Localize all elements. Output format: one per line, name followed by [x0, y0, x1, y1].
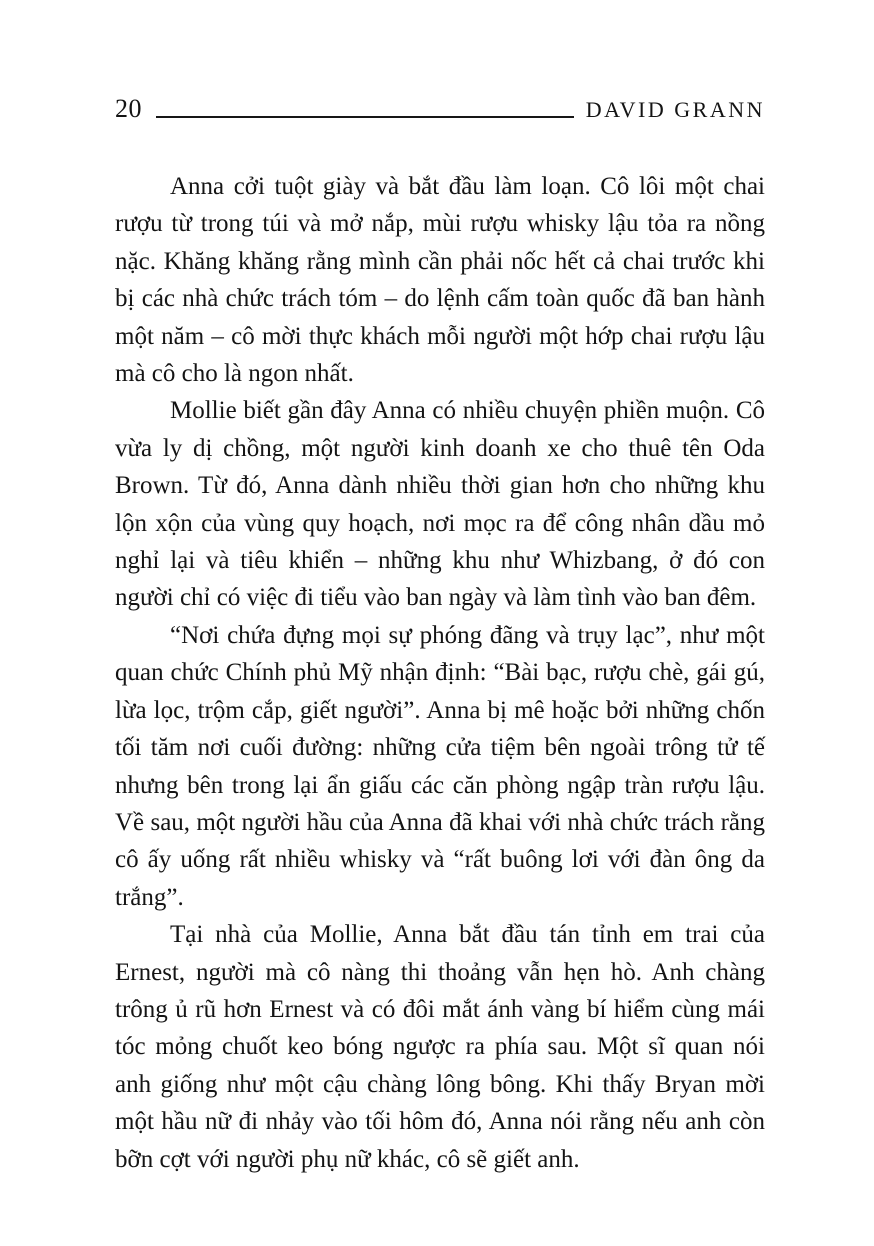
- header-rule: [156, 116, 574, 118]
- paragraph-4: Tại nhà của Mollie, Anna bắt đầu tán tỉnh em trai của Ernest, người mà cô nàng thi thoảng vẫn hẹn hò. Anh chàng trông ủ rũ hơn Ernest và có đôi mắt ánh vàng bí hiểm cùng mái tóc mỏng chuốt keo bóng ngược ra phía sau. Một sĩ quan nói anh giống như một cậu chàng lông bông. Khi thấy Bryan mời một hầu nữ đi nhảy vào tối hôm đó, Anna nói rằng nếu anh còn bỡn cợt với người phụ nữ khác, cô sẽ giết anh.: [115, 921, 765, 1173]
- paragraph-2: Mollie biết gần đây Anna có nhiều chuyện phiền muộn. Cô vừa ly dị chồng, một người kinh doanh xe cho thuê tên Oda Brown. Từ đó, Anna dành nhiều thời gian hơn cho những khu lộn xộn của vùng quy hoạch, nơi mọc ra để công nhân dầu mỏ nghỉ lại và tiêu khiển – những khu như Whizbang, ở đó con người chỉ có việc đi tiểu vào ban ngày và làm tình vào ban đêm.: [115, 397, 765, 612]
- page-header: [0, 0, 874, 122]
- paragraph-1: Anna cởi tuột giày và bắt đầu làm loạn. Cô lôi một chai rượu từ trong túi và mở nắp, mùi rượu whisky lậu tỏa ra nồng nặc. Khăng khăng rằng mình cần phải nốc hết cả chai trước khi bị các nhà chức trách tóm – do lệnh cấm toàn quốc đã ban hành một năm – cô mời thực khách mỗi người một hớp chai rượu lậu mà cô cho là ngon nhất.: [115, 173, 765, 388]
- page-number: 20: [115, 94, 142, 123]
- running-title: DAVID GRANN: [585, 97, 765, 122]
- paragraph-3: “Nơi chứa đựng mọi sự phóng đãng và trụy lạc”, như một quan chức Chính phủ Mỹ nhận định: “Bài bạc, rượu chè, gái gú, lừa lọc, trộm cắp, giết người”. Anna bị mê hoặc bởi những chốn tối tăm nơi cuối đường: những cửa tiệm bên ngoài trông tử tế nhưng bên trong lại ẩn giấu các căn phòng ngập tràn rượu lậu. Về sau, một người hầu của Anna đã khai với nhà chức trách rằng cô ấy uống rất nhiều whisky và “rất buông lơi với đàn ông da trắng”.: [115, 621, 765, 911]
- page-body: [0, 168, 874, 1178]
